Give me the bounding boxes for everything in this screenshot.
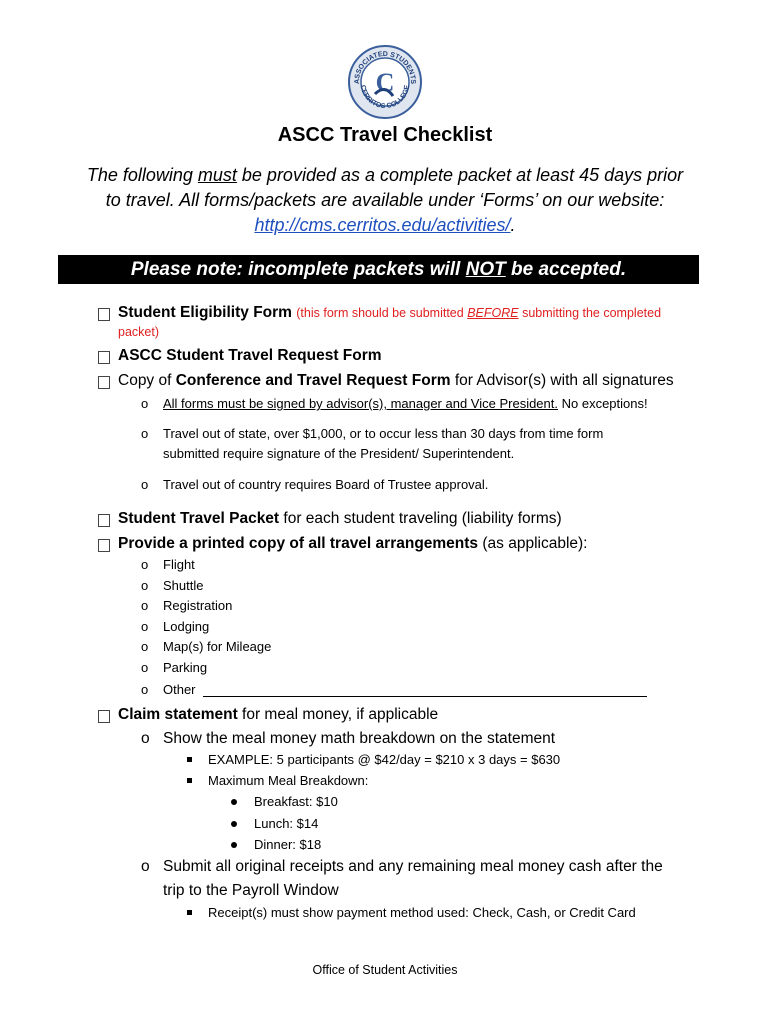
checkbox-claim[interactable] [98, 710, 110, 723]
checkbox-conference[interactable] [98, 376, 110, 389]
claim-receipts-cont: trip to the Payroll Window [163, 882, 339, 899]
page-title: ASCC Travel Checklist [277, 124, 493, 146]
item-arrangements: Provide a printed copy of all travel arrangements (as applicable): [118, 535, 588, 552]
meal-item: Breakfast: $10 [254, 794, 338, 809]
checkbox-arrangements[interactable] [98, 539, 110, 552]
website-link[interactable]: http://cms.cerritos.edu/activities/ [254, 215, 511, 235]
meal-item: Dinner: $18 [254, 837, 322, 852]
checkbox-eligibility[interactable] [98, 308, 110, 321]
claim-receipts: Submit all original receipts and any remaining meal money cash after the [163, 858, 663, 875]
list-item: Registration [163, 598, 233, 613]
intro-paragraph: The following must be provided as a complete packet at least 45 days prior to travel. All forms/packets are available under ‘Forms’ on our website: http://cms.cerritos.edu/activities/. [86, 165, 684, 235]
list-item: Parking [163, 660, 208, 675]
footer: Office of Student Activities [312, 963, 458, 977]
item-eligibility-note-cont: packet) [118, 325, 159, 339]
item-conference: Copy of Conference and Travel Request Form for Advisor(s) with all signatures [118, 372, 674, 389]
sub-out-of-country: Travel out of country requires Board of Trustee approval. [163, 477, 489, 492]
item-travel-request: ASCC Student Travel Request Form [118, 347, 382, 364]
other-blank-line[interactable] [203, 696, 647, 697]
item-claim: Claim statement for meal money, if applicable [118, 706, 439, 723]
list-item: Shuttle [163, 578, 204, 593]
list-item-other: Other [163, 682, 196, 697]
svg-text:CERRITOS COLLEGE: CERRITOS COLLEGE [358, 84, 412, 111]
checkbox-packet[interactable] [98, 514, 110, 527]
item-eligibility: Student Eligibility Form (this form should be submitted BEFORE submitting the completed [118, 304, 662, 321]
college-seal-logo [347, 44, 423, 120]
checkbox-travel-request[interactable] [98, 351, 110, 364]
sub-out-of-state: Travel out of state, over $1,000, or to occur less than 30 days from time form [163, 426, 604, 441]
list-item: Flight [163, 557, 195, 572]
list-item: Map(s) for Mileage [163, 639, 272, 654]
meal-item: Lunch: $14 [254, 816, 319, 831]
svg-text:ASSOCIATED STUDENTS: ASSOCIATED STUDENTS [353, 50, 417, 85]
list-item: Lodging [163, 619, 210, 634]
svg-text:C: C [375, 68, 395, 97]
sub-out-of-state-cont: submitted require signature of the President/ Superintendent. [163, 446, 515, 461]
item-packet: Student Travel Packet for each student traveling (liability forms) [118, 510, 562, 527]
sub-signed: All forms must be signed by advisor(s), manager and Vice President. No exceptions! [163, 396, 648, 411]
claim-math: Show the meal money math breakdown on the statement [163, 730, 556, 747]
claim-example: EXAMPLE: 5 participants @ $42/day = $210 x 3 days = $630 [208, 752, 561, 767]
claim-max: Maximum Meal Breakdown: [208, 773, 369, 788]
claim-payment: Receipt(s) must show payment method used: Check, Cash, or Credit Card [208, 905, 636, 920]
incomplete-packets-banner: Please note: incomplete packets will NOT be accepted. [58, 255, 699, 284]
